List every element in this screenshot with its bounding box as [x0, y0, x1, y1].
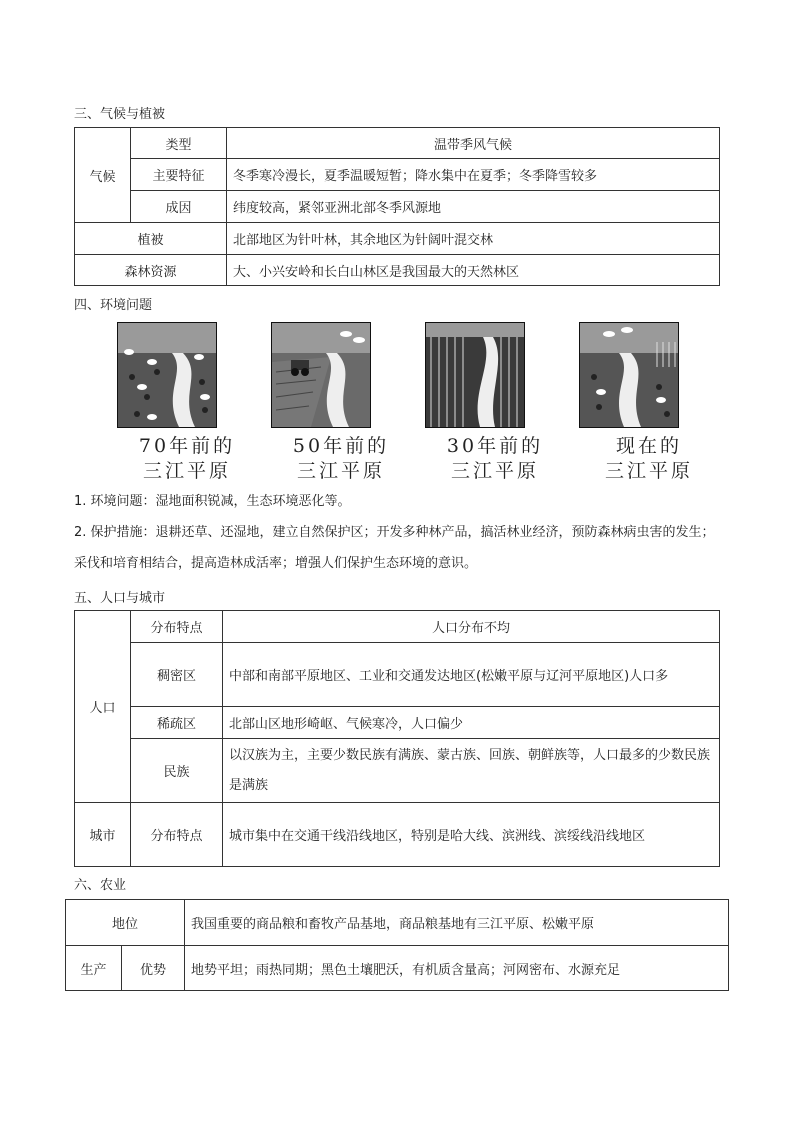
status-label: 地位 [66, 900, 185, 946]
caption-line: 50年前的 [292, 435, 390, 457]
climate-vegetation-table [74, 127, 720, 286]
advantage-value: 地势平坦；雨热同期；黑色土壤肥沃，有机质含量高；河网密布、水源充足 [185, 946, 729, 991]
forest-label: 森林资源 [75, 255, 227, 286]
caption-line: 三江平原 [296, 460, 385, 482]
row-value: 纬度较高，紧邻亚洲北部冬季风源地 [227, 191, 720, 223]
section-heading: 四、环境问题 [74, 298, 153, 313]
restored-wetland-illustration [579, 322, 679, 428]
row-key: 分布特点 [131, 611, 223, 643]
row-value: 中部和南部平原地区、工业和交通发达地区(松嫩平原与辽河平原地区)人口多 [223, 643, 720, 707]
caption-line: 三江平原 [450, 460, 539, 482]
population-label: 人口 [75, 611, 131, 803]
forest-value: 大、小兴安岭和长白山林区是我国最大的天然林区 [227, 255, 720, 286]
protection-measures: 2. 保护措施：退耕还草、还湿地，建立自然保护区；开发多种林产品，搞活林业经济，预防森林病虫害的发生；采伐和培育相结合，提高造林成活率；增强人们保护生态环境的意识。 [74, 525, 715, 571]
row-key: 主要特征 [131, 159, 227, 191]
picture-caption [110, 434, 264, 484]
row-key: 民族 [131, 739, 223, 803]
sanjiang-pictures [110, 322, 693, 482]
picture-caption [418, 434, 572, 484]
picture-70-years [110, 322, 264, 484]
row-value: 以汉族为主，主要少数民族有满族、蒙古族、回族、朝鲜族等，人口最多的少数民族是满族 [223, 739, 720, 803]
picture-caption [264, 434, 418, 484]
picture-30-years [418, 322, 572, 484]
section-heading: 三、气候与植被 [74, 107, 166, 122]
picture-caption [572, 434, 726, 484]
population-city-table [74, 610, 720, 867]
environment-problem: 1. 环境问题：湿地面积锐减，生态环境恶化等。 [74, 494, 351, 509]
cropland-illustration [425, 322, 525, 428]
row-key: 类型 [131, 128, 227, 159]
picture-50-years [264, 322, 418, 484]
climate-label: 气候 [75, 128, 131, 223]
row-key: 稠密区 [131, 643, 223, 707]
farmland-illustration [271, 322, 371, 428]
row-value: 北部山区地形崎岖、气候寒冷，人口偏少 [223, 707, 720, 739]
production-label: 生产 [66, 946, 122, 991]
status-value: 我国重要的商品粮和畜牧产品基地，商品粮基地有三江平原、松嫩平原 [185, 900, 729, 946]
agriculture-table [65, 899, 729, 991]
vegetation-label: 植被 [75, 223, 227, 255]
caption-line: 现在的 [615, 435, 682, 457]
row-value: 冬季寒冷漫长，夏季温暖短暂；降水集中在夏季；冬季降雪较多 [227, 159, 720, 191]
wetland-illustration [117, 322, 217, 428]
caption-line: 30年前的 [446, 435, 544, 457]
section-heading: 六、农业 [74, 878, 127, 893]
caption-line: 三江平原 [604, 460, 693, 482]
advantage-label: 优势 [122, 946, 185, 991]
city-label: 城市 [75, 803, 131, 867]
caption-line: 70年前的 [138, 435, 236, 457]
row-value: 人口分布不均 [223, 611, 720, 643]
section-heading: 五、人口与城市 [74, 591, 166, 606]
vegetation-value: 北部地区为针叶林，其余地区为针阔叶混交林 [227, 223, 720, 255]
row-key: 稀疏区 [131, 707, 223, 739]
row-key: 分布特点 [131, 803, 223, 867]
caption-line: 三江平原 [142, 460, 231, 482]
picture-now [572, 322, 726, 484]
row-key: 成因 [131, 191, 227, 223]
row-value: 温带季风气候 [227, 128, 720, 159]
row-value: 城市集中在交通干线沿线地区，特别是哈大线、滨洲线、滨绥线沿线地区 [223, 803, 720, 867]
